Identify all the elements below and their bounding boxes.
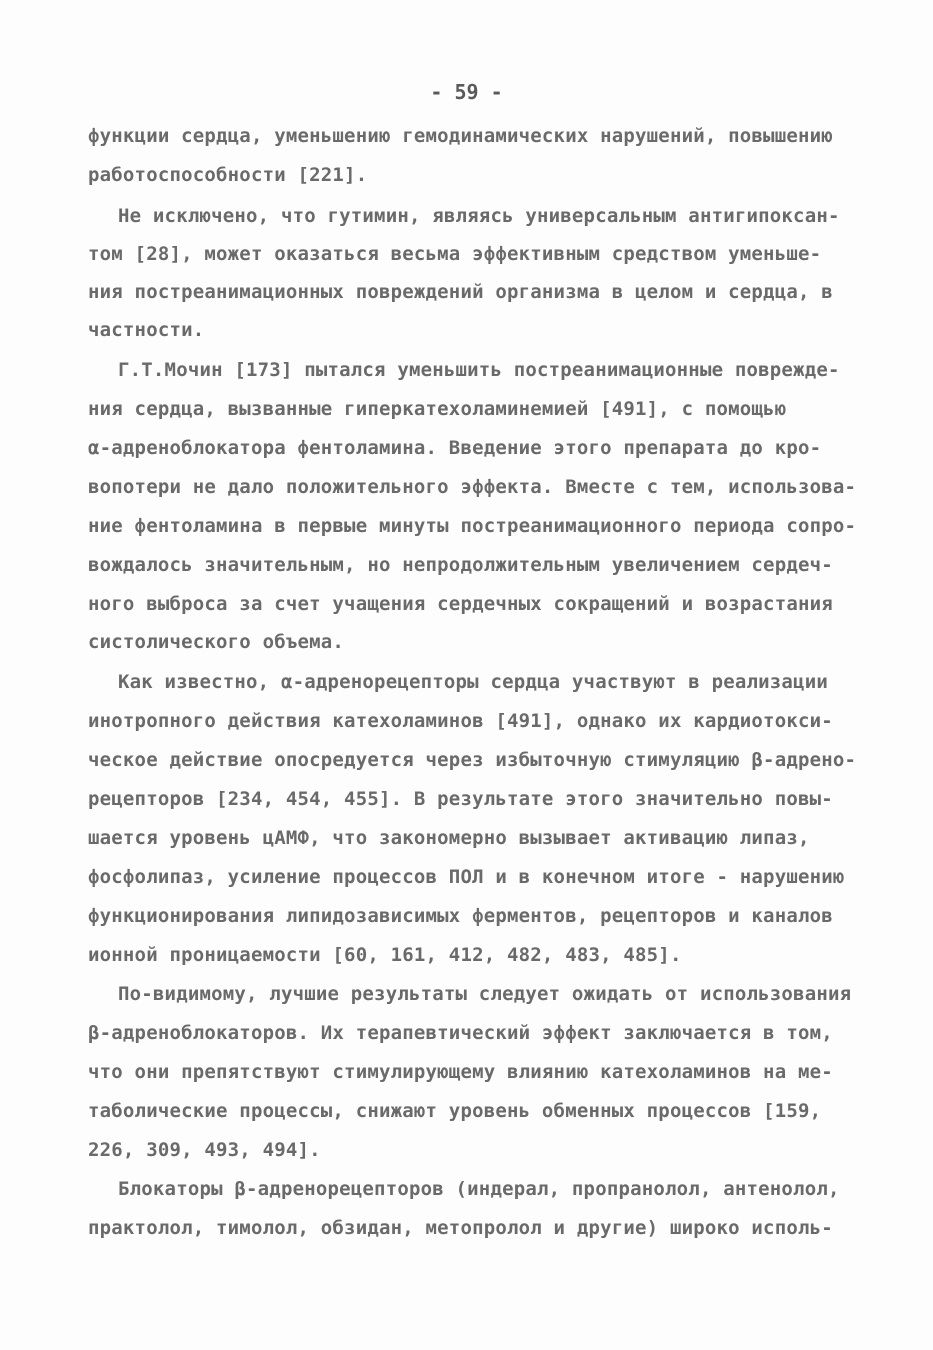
text-line: частности. — [88, 319, 205, 341]
text-line: рецепторов [234, 454, 455]. В результате этого значительно повы- — [88, 788, 833, 810]
text-line: Блокаторы β-адренорецепторов (индерал, пропранолол, антенолол, — [118, 1178, 840, 1200]
text-line: практолол, тимолол, обзидан, метопролол и другие) широко исполь- — [88, 1217, 833, 1239]
text-line: β-адреноблокаторов. Их терапевтический эффект заключается в том, — [88, 1022, 833, 1044]
text-line: ионной проницаемости [60, 161, 412, 482, 483, 485]. — [88, 944, 682, 966]
text-line: функционирования липидозависимых ферментов, рецепторов и каналов — [88, 905, 833, 927]
text-line: что они препятствуют стимулирующему влиянию катехоламинов на ме- — [88, 1061, 833, 1083]
text-line: том [28], может оказаться весьма эффективным средством уменьше- — [88, 243, 822, 265]
text-line: функции сердца, уменьшению гемодинамических нарушений, повышению — [88, 125, 833, 147]
text-line: вопотери не дало положительного эффекта. Вместе с тем, использова- — [88, 476, 857, 498]
text-line: таболические процессы, снижают уровень обменных процессов [159, — [88, 1100, 822, 1122]
text-line: Г.Т.Мочин [173] пытался уменьшить постреанимационные поврежде- — [118, 359, 840, 381]
text-line: ческое действие опосредуется через избыточную стимуляцию β-адрено- — [88, 749, 857, 771]
text-line: ния постреанимационных повреждений организма в целом и сердца, в — [88, 281, 833, 303]
text-line: α-адреноблокатора фентоламина. Введение этого препарата до кро- — [88, 437, 822, 459]
page-number: - 59 - — [430, 80, 503, 104]
text-line: Как известно, α-адренорецепторы сердца участвуют в реализации — [118, 671, 828, 693]
text-line: ние фентоламина в первые минуты постреанимационного периода сопро- — [88, 515, 857, 537]
text-line: инотропного действия катехоламинов [491], однако их кардиотокси- — [88, 710, 833, 732]
text-line: По-видимому, лучшие результаты следует ожидать от использования — [118, 983, 852, 1005]
text-line: систолического объема. — [88, 631, 345, 653]
text-line: ния сердца, вызванные гиперкатехоламинемией [491], с помощью — [88, 398, 787, 420]
text-line: фосфолипаз, усиление процессов ПОЛ и в конечном итоге - нарушению — [88, 866, 845, 888]
text-line: работоспособности [221]. — [88, 164, 368, 186]
text-line: шается уровень цАМФ, что закономерно вызывает активацию липаз, — [88, 827, 810, 849]
text-line: Не исключено, что гутимин, являясь универсальным антигипоксан- — [118, 205, 840, 227]
text-line: ного выброса за счет учащения сердечных сокращений и возрастания — [88, 593, 833, 615]
text-line: 226, 309, 493, 494]. — [88, 1139, 321, 1161]
text-line: вождалось значительным, но непродолжительным увеличением сердеч- — [88, 554, 833, 576]
